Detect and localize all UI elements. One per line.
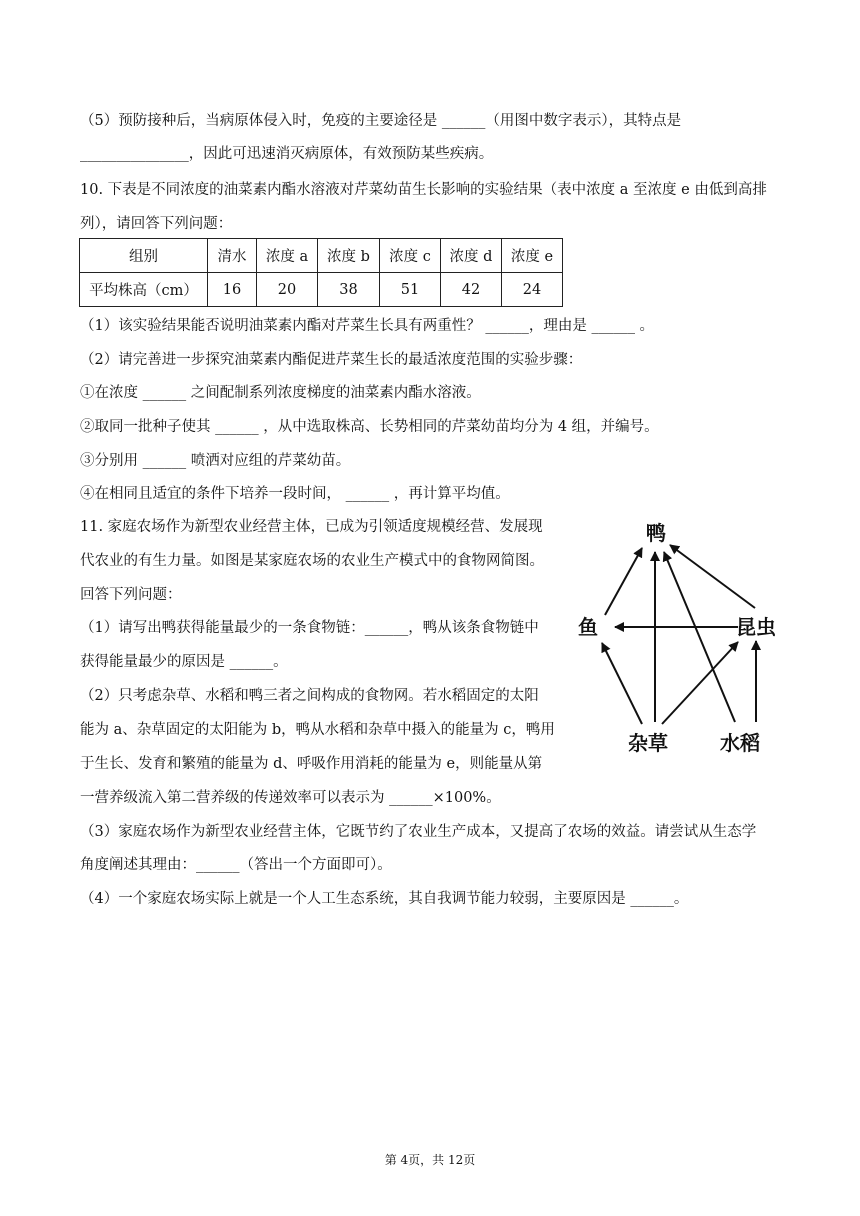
q9-part5-line1: （5）预防接种后，当病原体侵入时，免疫的主要途径是 ______（用图中数字表示），其特点是 [80, 113, 682, 129]
table-header-cell: 清水 [208, 239, 257, 273]
table-cell: 51 [380, 273, 441, 307]
page-footer: 第 4页，共 12页 [384, 1153, 476, 1167]
q11-line7: 能为 a、杂草固定的太阳能为 b，鸭从水稻和杂草中摄入的能量为 c，鸭用 [80, 722, 555, 738]
table-header-cell: 浓度 a [257, 239, 318, 273]
q11-line8: 于生长、发育和繁殖的能量为 d、呼吸作用消耗的能量为 e，则能量从第 [80, 756, 543, 772]
table-cell: 38 [318, 273, 380, 307]
arrow-fish-to-duck [605, 548, 642, 615]
node-insect: 昆虫 [736, 615, 776, 639]
q11-line11: 角度阐述其理由：______（答出一个方面即可）。 [80, 857, 392, 873]
node-rice: 水稻 [720, 731, 760, 755]
q11-line3: 回答下列问题： [80, 587, 182, 603]
table-data-row [80, 273, 563, 307]
q10-step3: ③分别用 ______ 喷洒对应组的芹菜幼苗。 [80, 453, 351, 469]
table-row-label: 平均株高（cm） [80, 273, 208, 307]
node-duck: 鸭 [646, 521, 666, 545]
table-header-row [80, 239, 563, 273]
table-cell: 20 [257, 273, 318, 307]
q11-line6: （2）只考虑杂草、水稻和鸭三者之间构成的食物网。若水稻固定的太阳 [80, 688, 539, 704]
q11-line10: （3）家庭农场作为新型农业经营主体，它既节约了农业生产成本，又提高了农场的效益。请尝试从生态学 [80, 824, 757, 840]
food-web-diagram [570, 510, 790, 760]
arrow-weed-to-insect [662, 642, 738, 724]
table-header-cell: 组别 [80, 239, 208, 273]
node-fish: 鱼 [578, 615, 598, 639]
table-header-cell: 浓度 b [318, 239, 380, 273]
q11-line2: 代农业的有生力量。如图是某家庭农场的农业生产模式中的食物网简图。 [80, 553, 544, 569]
arrow-rice-to-duck [664, 552, 735, 722]
q11-line12: （4）一个家庭农场实际上就是一个人工生态系统，其自我调节能力较弱，主要原因是 ______。 [80, 891, 689, 907]
q11-line4: （1）请写出鸭获得能量最少的一条食物链：______，鸭从该条食物链中 [80, 620, 539, 636]
q10-stem-line1: 10. 下表是不同浓度的油菜素内酯水溶液对芹菜幼苗生长影响的实验结果（表中浓度 a 至浓度 e 由低到高排 [80, 182, 767, 198]
q10-part2: （2）请完善进一步探究油菜素内酯促进芹菜生长的最适浓度范围的实验步骤： [80, 352, 583, 368]
q10-part1: （1）该实验结果能否说明油菜素内酯对芹菜生长具有两重性？ ______，理由是 ______ 。 [80, 318, 655, 334]
table-cell: 24 [502, 273, 563, 307]
q10-results-table [79, 238, 563, 307]
q9-part5-line2: _______________，因此可迅速消灭病原体，有效预防某些疾病。 [80, 146, 494, 162]
q10-step1: ①在浓度 ______ 之间配制系列浓度梯度的油菜素内酯水溶液。 [80, 385, 481, 401]
table-header-cell: 浓度 c [380, 239, 441, 273]
table-cell: 42 [441, 273, 502, 307]
q10-step2: ②取同一批种子使其 ______ ，从中选取株高、长势相同的芹菜幼苗均分为 4 组，并编号。 [80, 419, 659, 435]
q11-line9: 一营养级流入第二营养级的传递效率可以表示为 ______×100%。 [80, 790, 501, 806]
q11-line5: 获得能量最少的原因是 ______。 [80, 654, 288, 670]
q10-stem-line2: 列），请回答下列问题： [80, 216, 233, 232]
table-header-cell: 浓度 e [502, 239, 563, 273]
q10-step4: ④在相同且适宜的条件下培养一段时间， ______ ，再计算平均值。 [80, 486, 510, 502]
arrow-weed-to-fish [602, 643, 642, 724]
table-cell: 16 [208, 273, 257, 307]
node-weed: 杂草 [628, 731, 668, 755]
q11-line1: 11. 家庭农场作为新型农业经营主体，已成为引领适度规模经营、发展现 [80, 519, 543, 535]
table-header-cell: 浓度 d [441, 239, 502, 273]
